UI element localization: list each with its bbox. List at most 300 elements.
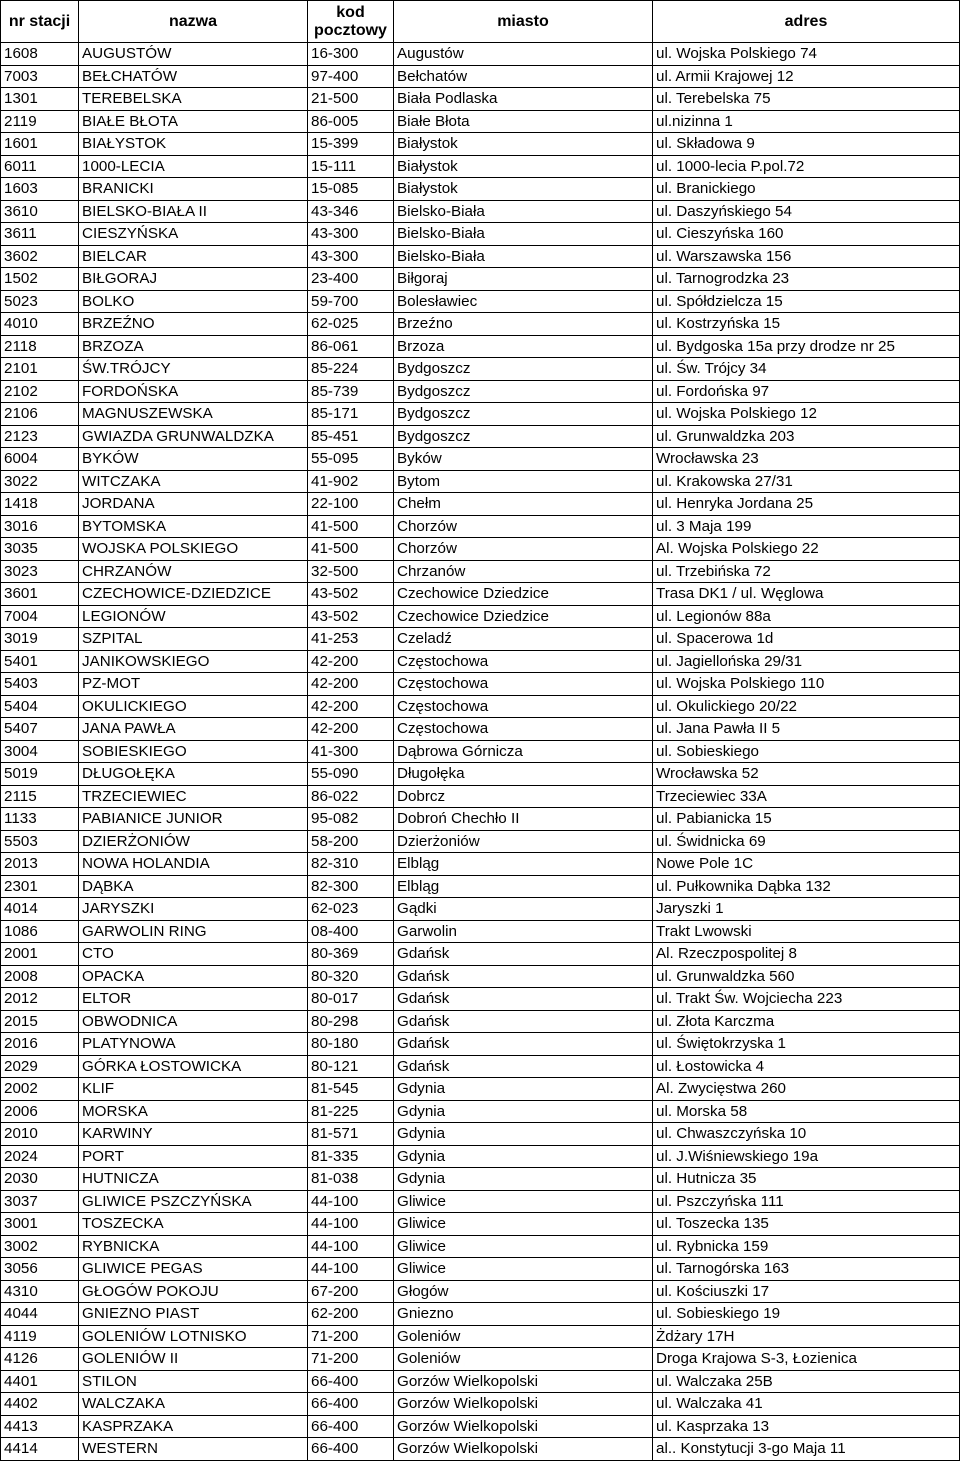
cell-address: Droga Krajowa S-3, Łozienica	[653, 1348, 960, 1371]
cell-station-no: 6011	[1, 155, 79, 178]
cell-address: ul. Jana Pawła II 5	[653, 718, 960, 741]
cell-postal-code: 66-400	[308, 1370, 394, 1393]
cell-postal-code: 97-400	[308, 65, 394, 88]
cell-name: MAGNUSZEWSKA	[79, 403, 308, 426]
cell-postal-code: 15-085	[308, 178, 394, 201]
cell-name: PLATYNOWA	[79, 1033, 308, 1056]
table-row	[1, 380, 960, 403]
cell-postal-code: 81-335	[308, 1145, 394, 1168]
table-row	[1, 133, 960, 156]
table-row	[1, 853, 960, 876]
cell-city: Dobrcz	[394, 785, 653, 808]
cell-address: ul. Pszczyńska 111	[653, 1190, 960, 1213]
cell-station-no: 1603	[1, 178, 79, 201]
table-row	[1, 1190, 960, 1213]
cell-address: ul. Świdnicka 69	[653, 830, 960, 853]
cell-city: Gniezno	[394, 1303, 653, 1326]
cell-postal-code: 71-200	[308, 1325, 394, 1348]
header-postal-line2: pocztowy	[314, 21, 387, 39]
cell-city: Długołęka	[394, 763, 653, 786]
cell-station-no: 3056	[1, 1258, 79, 1281]
cell-station-no: 4044	[1, 1303, 79, 1326]
cell-postal-code: 85-171	[308, 403, 394, 426]
cell-station-no: 2012	[1, 988, 79, 1011]
cell-address: ul. J.Wiśniewskiego 19a	[653, 1145, 960, 1168]
cell-postal-code: 81-545	[308, 1078, 394, 1101]
cell-station-no: 2118	[1, 335, 79, 358]
cell-city: Chorzów	[394, 538, 653, 561]
cell-address: ul. Cieszyńska 160	[653, 223, 960, 246]
cell-postal-code: 85-224	[308, 358, 394, 381]
cell-address: al.. Konstytucji 3-go Maja 11	[653, 1438, 960, 1461]
cell-postal-code: 42-200	[308, 695, 394, 718]
table-row	[1, 763, 960, 786]
cell-address: ul. Kostrzyńska 15	[653, 313, 960, 336]
cell-name: TOSZECKA	[79, 1213, 308, 1236]
cell-city: Augustów	[394, 43, 653, 66]
cell-postal-code: 95-082	[308, 808, 394, 831]
cell-postal-code: 66-400	[308, 1438, 394, 1461]
cell-postal-code: 44-100	[308, 1235, 394, 1258]
table-row	[1, 1055, 960, 1078]
cell-name: RYBNICKA	[79, 1235, 308, 1258]
table-row	[1, 1123, 960, 1146]
cell-city: Bydgoszcz	[394, 358, 653, 381]
table-row	[1, 290, 960, 313]
cell-name: SZPITAL	[79, 628, 308, 651]
cell-postal-code: 43-300	[308, 245, 394, 268]
cell-station-no: 5404	[1, 695, 79, 718]
cell-name: KASPRZAKA	[79, 1415, 308, 1438]
cell-station-no: 2006	[1, 1100, 79, 1123]
cell-city: Chorzów	[394, 515, 653, 538]
table-row	[1, 425, 960, 448]
cell-name: BIAŁYSTOK	[79, 133, 308, 156]
cell-postal-code: 15-111	[308, 155, 394, 178]
cell-postal-code: 22-100	[308, 493, 394, 516]
cell-name: JORDANA	[79, 493, 308, 516]
cell-postal-code: 86-005	[308, 110, 394, 133]
cell-station-no: 7003	[1, 65, 79, 88]
table-row	[1, 470, 960, 493]
table-row	[1, 920, 960, 943]
cell-name: BRZEŹNO	[79, 313, 308, 336]
cell-address: ul. Okulickiego 20/22	[653, 695, 960, 718]
table-row	[1, 178, 960, 201]
cell-station-no: 2106	[1, 403, 79, 426]
cell-name: WITCZAKA	[79, 470, 308, 493]
cell-station-no: 6004	[1, 448, 79, 471]
cell-city: Elbląg	[394, 853, 653, 876]
header-address: adres	[653, 1, 960, 43]
cell-address: ul. Walczaka 25B	[653, 1370, 960, 1393]
cell-city: Gorzów Wielkopolski	[394, 1415, 653, 1438]
table-row	[1, 110, 960, 133]
cell-postal-code: 44-100	[308, 1258, 394, 1281]
cell-postal-code: 80-320	[308, 965, 394, 988]
cell-station-no: 4310	[1, 1280, 79, 1303]
cell-city: Czeladź	[394, 628, 653, 651]
header-name: nazwa	[79, 1, 308, 43]
cell-postal-code: 66-400	[308, 1393, 394, 1416]
table-row	[1, 1415, 960, 1438]
cell-postal-code: 86-022	[308, 785, 394, 808]
cell-address: ul. Sobieskiego	[653, 740, 960, 763]
table-row	[1, 448, 960, 471]
cell-postal-code: 44-100	[308, 1213, 394, 1236]
cell-station-no: 4401	[1, 1370, 79, 1393]
cell-address: ul. Wojska Polskiego 110	[653, 673, 960, 696]
cell-postal-code: 62-025	[308, 313, 394, 336]
cell-address: ul. Warszawska 156	[653, 245, 960, 268]
cell-postal-code: 82-300	[308, 875, 394, 898]
table-row	[1, 200, 960, 223]
cell-name: PORT	[79, 1145, 308, 1168]
table-row	[1, 1393, 960, 1416]
cell-city: Bytom	[394, 470, 653, 493]
cell-name: ELTOR	[79, 988, 308, 1011]
cell-station-no: 4414	[1, 1438, 79, 1461]
cell-station-no: 2101	[1, 358, 79, 381]
cell-postal-code: 80-298	[308, 1010, 394, 1033]
cell-name: BRANICKI	[79, 178, 308, 201]
cell-name: BIŁGORAJ	[79, 268, 308, 291]
cell-address: Al. Zwycięstwa 260	[653, 1078, 960, 1101]
table-row	[1, 358, 960, 381]
cell-station-no: 1502	[1, 268, 79, 291]
cell-address: Trzeciewiec 33A	[653, 785, 960, 808]
table-row	[1, 943, 960, 966]
cell-station-no: 2102	[1, 380, 79, 403]
cell-address: ul. Spółdzielcza 15	[653, 290, 960, 313]
cell-station-no: 2301	[1, 875, 79, 898]
cell-city: Biała Podlaska	[394, 88, 653, 111]
table-row	[1, 1100, 960, 1123]
cell-postal-code: 43-300	[308, 223, 394, 246]
cell-city: Dobroń Chechło II	[394, 808, 653, 831]
cell-address: ul. Tarnogrodzka 23	[653, 268, 960, 291]
cell-city: Gdynia	[394, 1078, 653, 1101]
cell-address: Trakt Lwowski	[653, 920, 960, 943]
cell-name: 1000-LECIA	[79, 155, 308, 178]
cell-station-no: 1086	[1, 920, 79, 943]
cell-city: Gliwice	[394, 1190, 653, 1213]
cell-station-no: 2030	[1, 1168, 79, 1191]
cell-address: ul.nizinna 1	[653, 110, 960, 133]
cell-station-no: 2024	[1, 1145, 79, 1168]
cell-city: Biłgoraj	[394, 268, 653, 291]
cell-address: ul. Wojska Polskiego 12	[653, 403, 960, 426]
table-row	[1, 1280, 960, 1303]
cell-address: Wrocławska 52	[653, 763, 960, 786]
cell-address: ul. Sobieskiego 19	[653, 1303, 960, 1326]
table-row	[1, 560, 960, 583]
cell-postal-code: 82-310	[308, 853, 394, 876]
cell-city: Garwolin	[394, 920, 653, 943]
cell-name: DZIERŻONIÓW	[79, 830, 308, 853]
table-row	[1, 1078, 960, 1101]
cell-city: Bielsko-Biała	[394, 200, 653, 223]
table-row	[1, 88, 960, 111]
cell-name: OKULICKIEGO	[79, 695, 308, 718]
cell-station-no: 3610	[1, 200, 79, 223]
cell-postal-code: 80-121	[308, 1055, 394, 1078]
cell-address: ul. Spacerowa 1d	[653, 628, 960, 651]
cell-name: TEREBELSKA	[79, 88, 308, 111]
cell-station-no: 3022	[1, 470, 79, 493]
cell-station-no: 3037	[1, 1190, 79, 1213]
cell-station-no: 7004	[1, 605, 79, 628]
cell-station-no: 4413	[1, 1415, 79, 1438]
cell-postal-code: 80-017	[308, 988, 394, 1011]
cell-postal-code: 86-061	[308, 335, 394, 358]
cell-address: ul. Św. Trójcy 34	[653, 358, 960, 381]
cell-name: KLIF	[79, 1078, 308, 1101]
table-row	[1, 43, 960, 66]
cell-postal-code: 32-500	[308, 560, 394, 583]
table-row	[1, 1145, 960, 1168]
cell-address: Żdżary 17H	[653, 1325, 960, 1348]
cell-station-no: 4119	[1, 1325, 79, 1348]
cell-station-no: 5023	[1, 290, 79, 313]
cell-station-no: 3004	[1, 740, 79, 763]
cell-address: ul. Daszyńskiego 54	[653, 200, 960, 223]
cell-city: Częstochowa	[394, 673, 653, 696]
cell-address: ul. Pabianicka 15	[653, 808, 960, 831]
cell-station-no: 5503	[1, 830, 79, 853]
cell-name: AUGUSTÓW	[79, 43, 308, 66]
cell-name: BOLKO	[79, 290, 308, 313]
cell-station-no: 2119	[1, 110, 79, 133]
cell-address: ul. Walczaka 41	[653, 1393, 960, 1416]
header-postal-line1: kod	[336, 3, 365, 21]
cell-city: Białystok	[394, 178, 653, 201]
cell-city: Bełchatów	[394, 65, 653, 88]
cell-address: ul. Krakowska 27/31	[653, 470, 960, 493]
cell-name: CIESZYŃSKA	[79, 223, 308, 246]
cell-name: TRZECIEWIEC	[79, 785, 308, 808]
cell-address: ul. Składowa 9	[653, 133, 960, 156]
cell-postal-code: 42-200	[308, 673, 394, 696]
cell-city: Gdańsk	[394, 1033, 653, 1056]
table-row	[1, 1325, 960, 1348]
cell-name: CZECHOWICE-DZIEDZICE	[79, 583, 308, 606]
cell-name: GWIAZDA GRUNWALDZKA	[79, 425, 308, 448]
cell-address: ul. Grunwaldzka 560	[653, 965, 960, 988]
cell-station-no: 2016	[1, 1033, 79, 1056]
header-postal-code	[308, 1, 394, 43]
table-row	[1, 628, 960, 651]
cell-name: DĄBKA	[79, 875, 308, 898]
cell-postal-code: 41-902	[308, 470, 394, 493]
cell-station-no: 3602	[1, 245, 79, 268]
cell-postal-code: 41-253	[308, 628, 394, 651]
cell-name: BIAŁE BŁOTA	[79, 110, 308, 133]
table-row	[1, 403, 960, 426]
cell-address: ul. Morska 58	[653, 1100, 960, 1123]
cell-station-no: 1418	[1, 493, 79, 516]
cell-station-no: 1301	[1, 88, 79, 111]
cell-station-no: 3001	[1, 1213, 79, 1236]
cell-address: ul. Toszecka 135	[653, 1213, 960, 1236]
cell-city: Bolesławiec	[394, 290, 653, 313]
cell-postal-code: 81-225	[308, 1100, 394, 1123]
cell-city: Goleniów	[394, 1348, 653, 1371]
cell-station-no: 1133	[1, 808, 79, 831]
cell-city: Czechowice Dziedzice	[394, 605, 653, 628]
table-row	[1, 493, 960, 516]
table-row	[1, 988, 960, 1011]
cell-name: GÓRKA ŁOSTOWICKA	[79, 1055, 308, 1078]
cell-station-no: 4014	[1, 898, 79, 921]
cell-postal-code: 55-090	[308, 763, 394, 786]
cell-station-no: 3016	[1, 515, 79, 538]
cell-address: Jaryszki 1	[653, 898, 960, 921]
cell-station-no: 3035	[1, 538, 79, 561]
cell-city: Bielsko-Biała	[394, 223, 653, 246]
cell-name: BYKÓW	[79, 448, 308, 471]
cell-address: ul. Kościuszki 17	[653, 1280, 960, 1303]
cell-postal-code: 41-500	[308, 515, 394, 538]
cell-name: SOBIESKIEGO	[79, 740, 308, 763]
cell-name: KARWINY	[79, 1123, 308, 1146]
cell-name: GOLENIÓW LOTNISKO	[79, 1325, 308, 1348]
cell-name: HUTNICZA	[79, 1168, 308, 1191]
cell-address: ul. Armii Krajowej 12	[653, 65, 960, 88]
cell-city: Gdańsk	[394, 1010, 653, 1033]
cell-address: ul. Wojska Polskiego 74	[653, 43, 960, 66]
cell-city: Gorzów Wielkopolski	[394, 1438, 653, 1461]
cell-name: GŁOGÓW POKOJU	[79, 1280, 308, 1303]
cell-address: ul. Rybnicka 159	[653, 1235, 960, 1258]
cell-city: Brzeźno	[394, 313, 653, 336]
cell-name: LEGIONÓW	[79, 605, 308, 628]
cell-station-no: 3002	[1, 1235, 79, 1258]
cell-station-no: 2002	[1, 1078, 79, 1101]
cell-postal-code: 85-451	[308, 425, 394, 448]
cell-address: ul. Trzebińska 72	[653, 560, 960, 583]
cell-city: Gdańsk	[394, 988, 653, 1011]
cell-station-no: 2015	[1, 1010, 79, 1033]
cell-station-no: 4010	[1, 313, 79, 336]
cell-city: Gdynia	[394, 1168, 653, 1191]
cell-postal-code: 15-399	[308, 133, 394, 156]
cell-name: STILON	[79, 1370, 308, 1393]
cell-postal-code: 43-502	[308, 605, 394, 628]
cell-address: ul. Trakt Św. Wojciecha 223	[653, 988, 960, 1011]
cell-name: OBWODNICA	[79, 1010, 308, 1033]
cell-address: ul. 3 Maja 199	[653, 515, 960, 538]
cell-station-no: 3019	[1, 628, 79, 651]
table-row	[1, 740, 960, 763]
cell-station-no: 1601	[1, 133, 79, 156]
cell-address: Al. Wojska Polskiego 22	[653, 538, 960, 561]
cell-city: Chełm	[394, 493, 653, 516]
table-row	[1, 785, 960, 808]
cell-postal-code: 81-038	[308, 1168, 394, 1191]
cell-postal-code: 16-300	[308, 43, 394, 66]
cell-address: ul. Fordońska 97	[653, 380, 960, 403]
cell-name: GARWOLIN RING	[79, 920, 308, 943]
cell-address: ul. Chwaszczyńska 10	[653, 1123, 960, 1146]
cell-station-no: 4402	[1, 1393, 79, 1416]
table-row	[1, 335, 960, 358]
table-row	[1, 695, 960, 718]
cell-city: Brzoza	[394, 335, 653, 358]
table-row	[1, 875, 960, 898]
table-row	[1, 673, 960, 696]
cell-city: Chrzanów	[394, 560, 653, 583]
table-row	[1, 268, 960, 291]
cell-address: ul. 1000-lecia P.pol.72	[653, 155, 960, 178]
cell-name: JANA PAWŁA	[79, 718, 308, 741]
cell-city: Gdynia	[394, 1100, 653, 1123]
cell-address: ul. Henryka Jordana 25	[653, 493, 960, 516]
cell-city: Goleniów	[394, 1325, 653, 1348]
cell-name: MORSKA	[79, 1100, 308, 1123]
cell-postal-code: 80-369	[308, 943, 394, 966]
table-row	[1, 830, 960, 853]
cell-postal-code: 59-700	[308, 290, 394, 313]
cell-city: Białe Błota	[394, 110, 653, 133]
cell-city: Białystok	[394, 133, 653, 156]
table-row	[1, 1235, 960, 1258]
cell-address: ul. Kasprzaka 13	[653, 1415, 960, 1438]
cell-postal-code: 66-400	[308, 1415, 394, 1438]
cell-address: ul. Branickiego	[653, 178, 960, 201]
cell-postal-code: 85-739	[308, 380, 394, 403]
cell-address: Al. Rzeczpospolitej 8	[653, 943, 960, 966]
cell-name: BIELSKO-BIAŁA II	[79, 200, 308, 223]
cell-station-no: 2010	[1, 1123, 79, 1146]
cell-name: GLIWICE PSZCZYŃSKA	[79, 1190, 308, 1213]
cell-station-no: 4126	[1, 1348, 79, 1371]
cell-postal-code: 44-100	[308, 1190, 394, 1213]
cell-name: BEŁCHATÓW	[79, 65, 308, 88]
table-row	[1, 223, 960, 246]
header-row	[1, 1, 960, 43]
cell-name: WOJSKA POLSKIEGO	[79, 538, 308, 561]
table-row	[1, 245, 960, 268]
header-station-no: nr stacji	[1, 1, 79, 43]
cell-city: Gdynia	[394, 1145, 653, 1168]
cell-city: Gorzów Wielkopolski	[394, 1370, 653, 1393]
table-row	[1, 1258, 960, 1281]
cell-city: Dzierżoniów	[394, 830, 653, 853]
cell-name: JARYSZKI	[79, 898, 308, 921]
table-row	[1, 1370, 960, 1393]
cell-station-no: 3023	[1, 560, 79, 583]
table-row	[1, 650, 960, 673]
cell-postal-code: 67-200	[308, 1280, 394, 1303]
cell-station-no: 3601	[1, 583, 79, 606]
cell-station-no: 5019	[1, 763, 79, 786]
cell-city: Gdańsk	[394, 965, 653, 988]
cell-name: PZ-MOT	[79, 673, 308, 696]
cell-address: ul. Grunwaldzka 203	[653, 425, 960, 448]
cell-city: Bydgoszcz	[394, 380, 653, 403]
cell-city: Byków	[394, 448, 653, 471]
cell-postal-code: 21-500	[308, 88, 394, 111]
cell-address: ul. Legionów 88a	[653, 605, 960, 628]
cell-name: CHRZANÓW	[79, 560, 308, 583]
cell-address: ul. Łostowicka 4	[653, 1055, 960, 1078]
table-row	[1, 1168, 960, 1191]
cell-city: Gądki	[394, 898, 653, 921]
cell-city: Częstochowa	[394, 718, 653, 741]
cell-address: ul. Świętokrzyska 1	[653, 1033, 960, 1056]
table-row	[1, 538, 960, 561]
